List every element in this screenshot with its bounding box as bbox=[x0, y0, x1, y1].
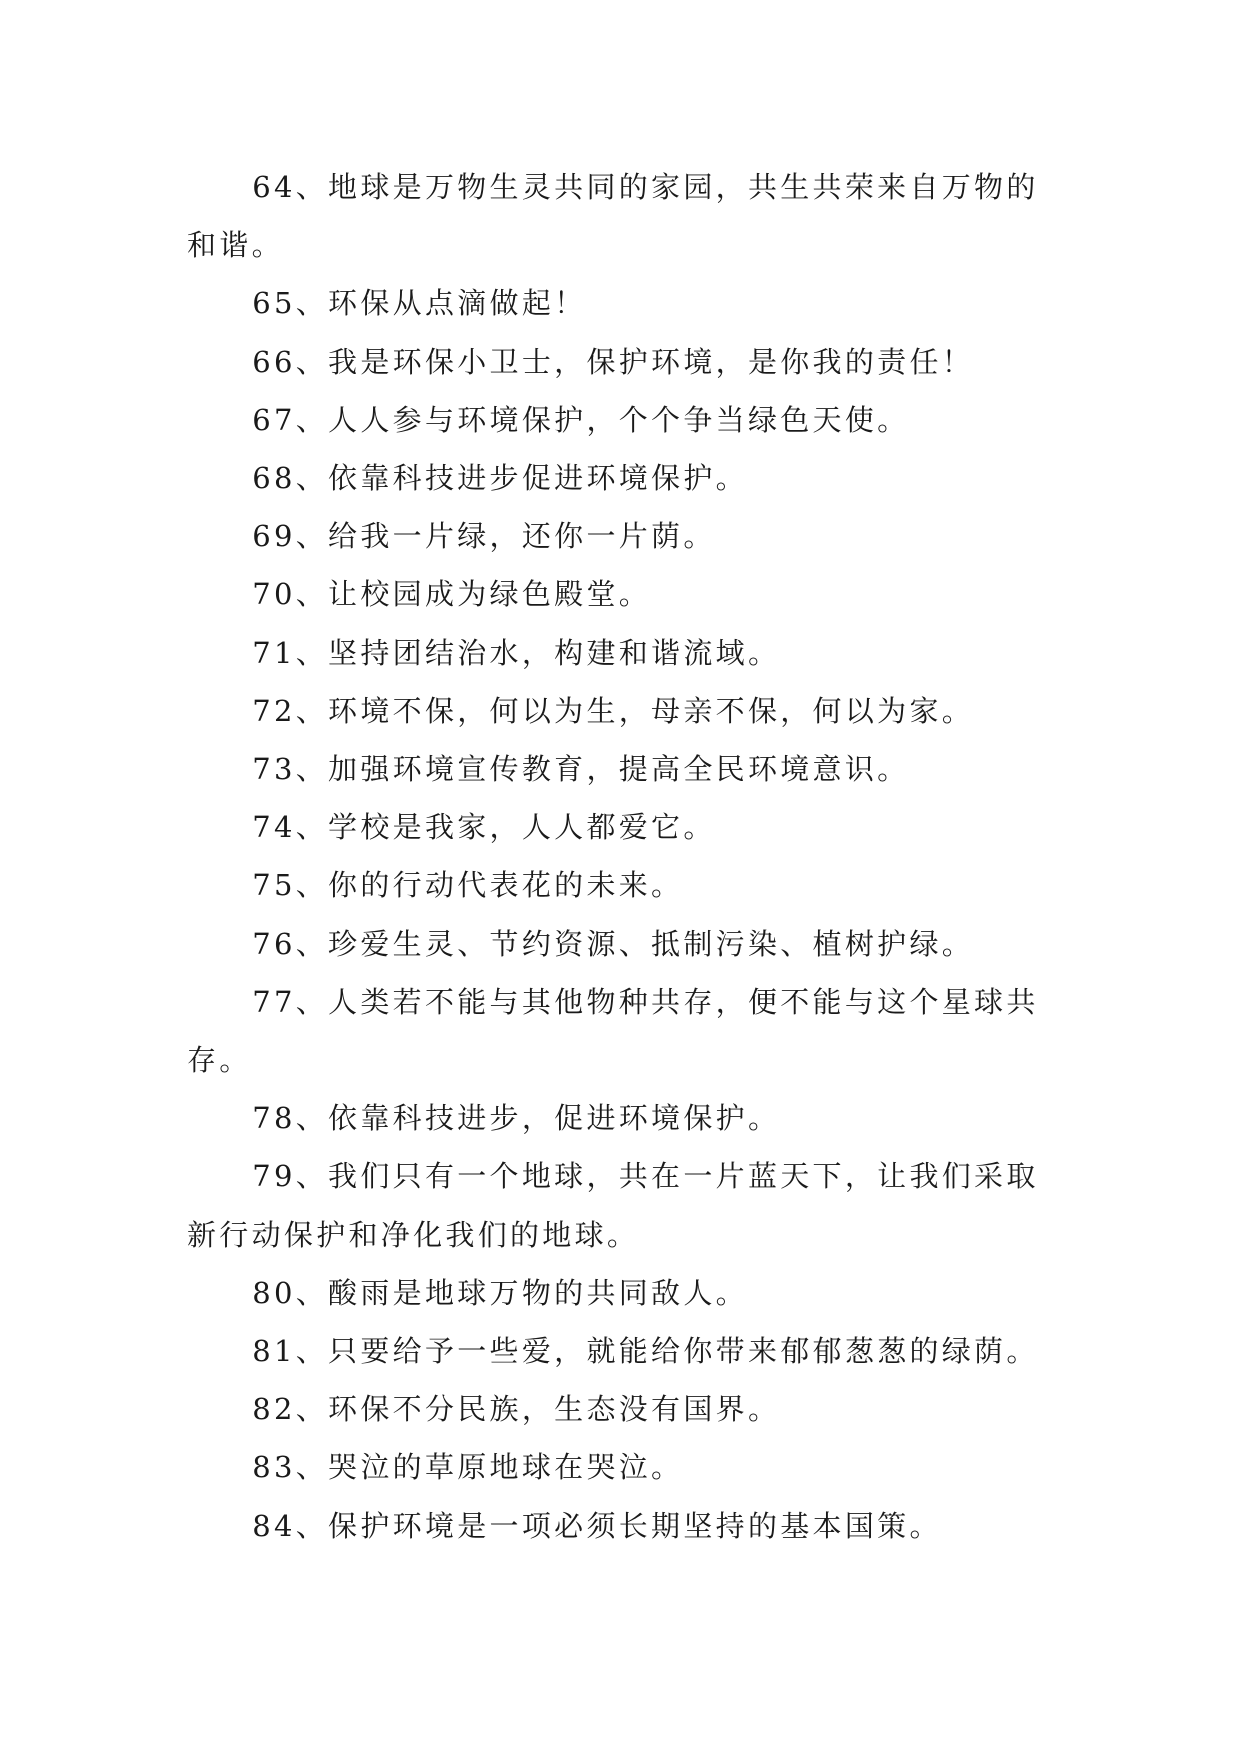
paragraph-77: 77、人类若不能与其他物种共存，便不能与这个星球共存。 bbox=[187, 984, 1039, 1078]
paragraph-84: 84、保护环境是一项必须长期坚持的基本国策。 bbox=[252, 1508, 942, 1543]
paragraph-80: 80、酸雨是地球万物的共同敌人。 bbox=[252, 1275, 748, 1310]
paragraph-66: 66、我是环保小卫士，保护环境，是你我的责任！ bbox=[252, 344, 975, 379]
paragraph-83: 83、哭泣的草原地球在哭泣。 bbox=[252, 1450, 684, 1485]
paragraph-76: 76、珍爱生灵、节约资源、抵制污染、植树护绿。 bbox=[252, 926, 975, 961]
paragraph-82: 82、环保不分民族，生态没有国界。 bbox=[252, 1392, 781, 1427]
paragraph-74: 74、学校是我家，人人都爱它。 bbox=[252, 810, 716, 845]
paragraph-67: 67、人人参与环境保护，个个争当绿色天使。 bbox=[252, 402, 910, 437]
document-body bbox=[187, 158, 1067, 1555]
paragraph-75: 75、你的行动代表花的未来。 bbox=[252, 868, 684, 903]
paragraph-68: 68、依靠科技进步促进环境保护。 bbox=[252, 461, 748, 496]
paragraph-70: 70、让校园成为绿色殿堂。 bbox=[252, 577, 652, 612]
paragraph-79: 79、我们只有一个地球，共在一片蓝天下，让我们采取新行动保护和净化我们的地球。 bbox=[187, 1159, 1039, 1252]
paragraph-64: 64、地球是万物生灵共同的家园，共生共荣来自万物的和谐。 bbox=[187, 170, 1039, 263]
paragraph-78: 78、依靠科技进步，促进环境保护。 bbox=[252, 1101, 781, 1136]
paragraph-81: 81、只要给予一些爱，就能给你带来郁郁葱葱的绿荫。 bbox=[252, 1334, 1039, 1369]
paragraph-72: 72、环境不保，何以为生，母亲不保，何以为家。 bbox=[252, 693, 975, 728]
paragraph-65: 65、环保从点滴做起！ bbox=[252, 286, 587, 321]
paragraph-73: 73、加强环境宣传教育，提高全民环境意识。 bbox=[252, 752, 910, 787]
paragraph-71: 71、坚持团结治水，构建和谐流域。 bbox=[252, 635, 781, 670]
paragraph-69: 69、给我一片绿，还你一片荫。 bbox=[252, 519, 716, 554]
